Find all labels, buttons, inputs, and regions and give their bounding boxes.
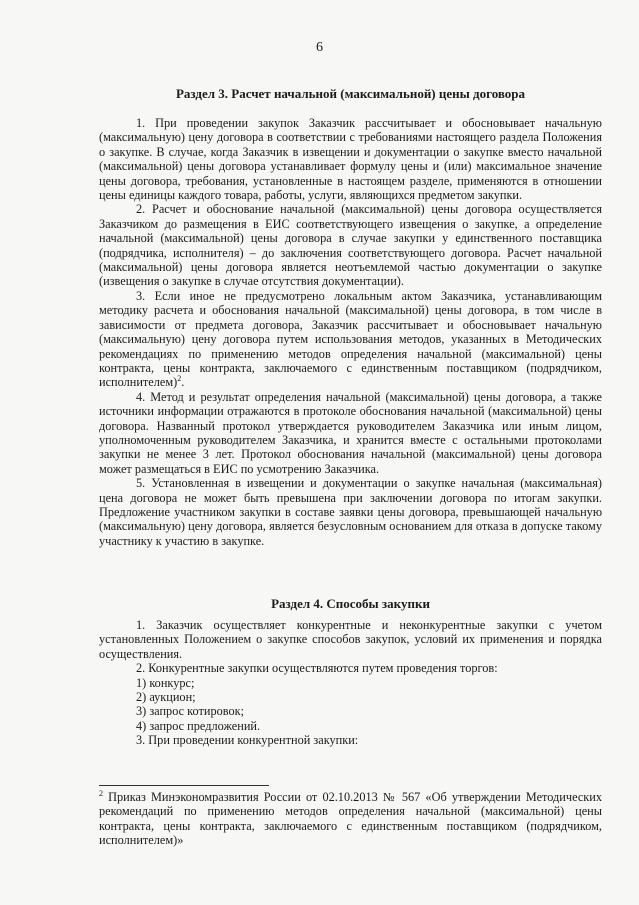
section-4-title: Раздел 4. Способы закупки (271, 596, 430, 611)
section-3-paragraph-3-tail: . (181, 375, 185, 390)
footnote-divider (99, 785, 269, 786)
section-4-paragraph-1: 1. Заказчик осуществляет конкурентные и неконкурентные закупки с учетом установленных Положением о закупке способов закупок, условий их применения и порядка осуществления. (99, 618, 602, 661)
section-3-paragraph-4: 4. Метод и результат определения начальной (максимальной) цены договора, а также источники информации отражаются в протоколе обоснования начальной (максимальной) цены договора. Названный протокол утверждается руководителем Заказчика или иным лицом, уполномоченным руководителем Заказчика, и хранится вместе с остальными протоколами закупки не менее 3 лет. Протокол обоснования начальной (максимальной) цены договора может размещаться в ЕИС по усмотрению Заказчика. (99, 389, 602, 476)
section-4-paragraph-2: 2. Конкурентные закупки осуществляются путем проведения торгов: (136, 661, 498, 676)
list-item-konkurs: 1) конкурс; (136, 675, 195, 690)
section-3-paragraph-3 (99, 289, 602, 390)
footnote-reference[interactable]: 2 (177, 374, 182, 384)
list-item-auktsion: 2) аукцион; (136, 690, 196, 705)
section-4-body (99, 618, 602, 748)
section-4-paragraph-3: 3. При проведении конкурентной закупки: (136, 733, 359, 748)
list-item-zapros-predlozheniy: 4) запрос предложений. (136, 718, 261, 733)
page-number: 6 (316, 40, 323, 55)
footnote (99, 790, 602, 848)
section-3-paragraph-3-text: 3. Если иное не предусмотрено локальным актом Заказчика, устанавливающим методику расчета и обоснования начальной (максимальной) цены договора, в том числе в зависимости от предмета договора, Заказчик рассчитывает и обосновывает начальную (максимальную) цену договора путем использования методов, указанных в Методических рекомендациях по применению методов определения начальной (максимальной) цены контракта, цены контракта, заключаемого с единственным поставщиком (подрядчиком, исполнителем) (99, 288, 602, 390)
footnote-text: Приказ Минэкономразвития России от 02.10.2013 № 567 «Об утверждении Методических рекомендаций по применению методов определения начальной (максимальной) цены контракта, цены контракта, заключаемого с единственным поставщиком (подрядчиком, исполнителем)» (99, 790, 602, 848)
section-3-paragraph-2: 2. Расчет и обоснование начальной (максимальной) цены договора осуществляется Заказчиком до размещения в ЕИС соответствующего извещения о закупке, а определение начальной (максимальной) цены договора в случае закупки у единственного поставщика (подрядчика, исполнителя) – до заключения соответствующего договора. Расчет начальной (максимальной) цены договора является неотъемлемой частью документации о закупке (извещения о закупке в случае отсутствия документации). (99, 202, 602, 289)
list-item-zapros-kotirovok: 3) запрос котировок; (136, 704, 245, 719)
footnote-marker: 2 (99, 788, 103, 798)
section-3-body (99, 116, 602, 548)
section-3-title: Раздел 3. Расчет начальной (максимальной) цены договора (175, 86, 526, 101)
section-3-paragraph-5: 5. Установленная в извещении и документации о закупке начальная (максимальная) цена договора не может быть превышена при заключении договора по итогам закупки. Предложение участником закупки в составе заявки цены договора, превышающей начальную (максимальную) цену договора, является безусловным основанием для отказа в допуске такому участнику к участию в закупке. (99, 476, 602, 548)
section-3-paragraph-1: 1. При проведении закупок Заказчик рассчитывает и обосновывает начальную (максимальную) цену договора в соответствии с требованиями настоящего раздела Положения о закупке. В случае, когда Заказчик в извещении и документации о закупке вместо начальной (максимальной) цены договора устанавливает формулу цены и (или) максимальное значение цены договора, требования, установленные в настоящем разделе, применяются в отношении цены единицы каждого товара, работы, услуги, являющихся предметом закупки. (99, 116, 602, 203)
